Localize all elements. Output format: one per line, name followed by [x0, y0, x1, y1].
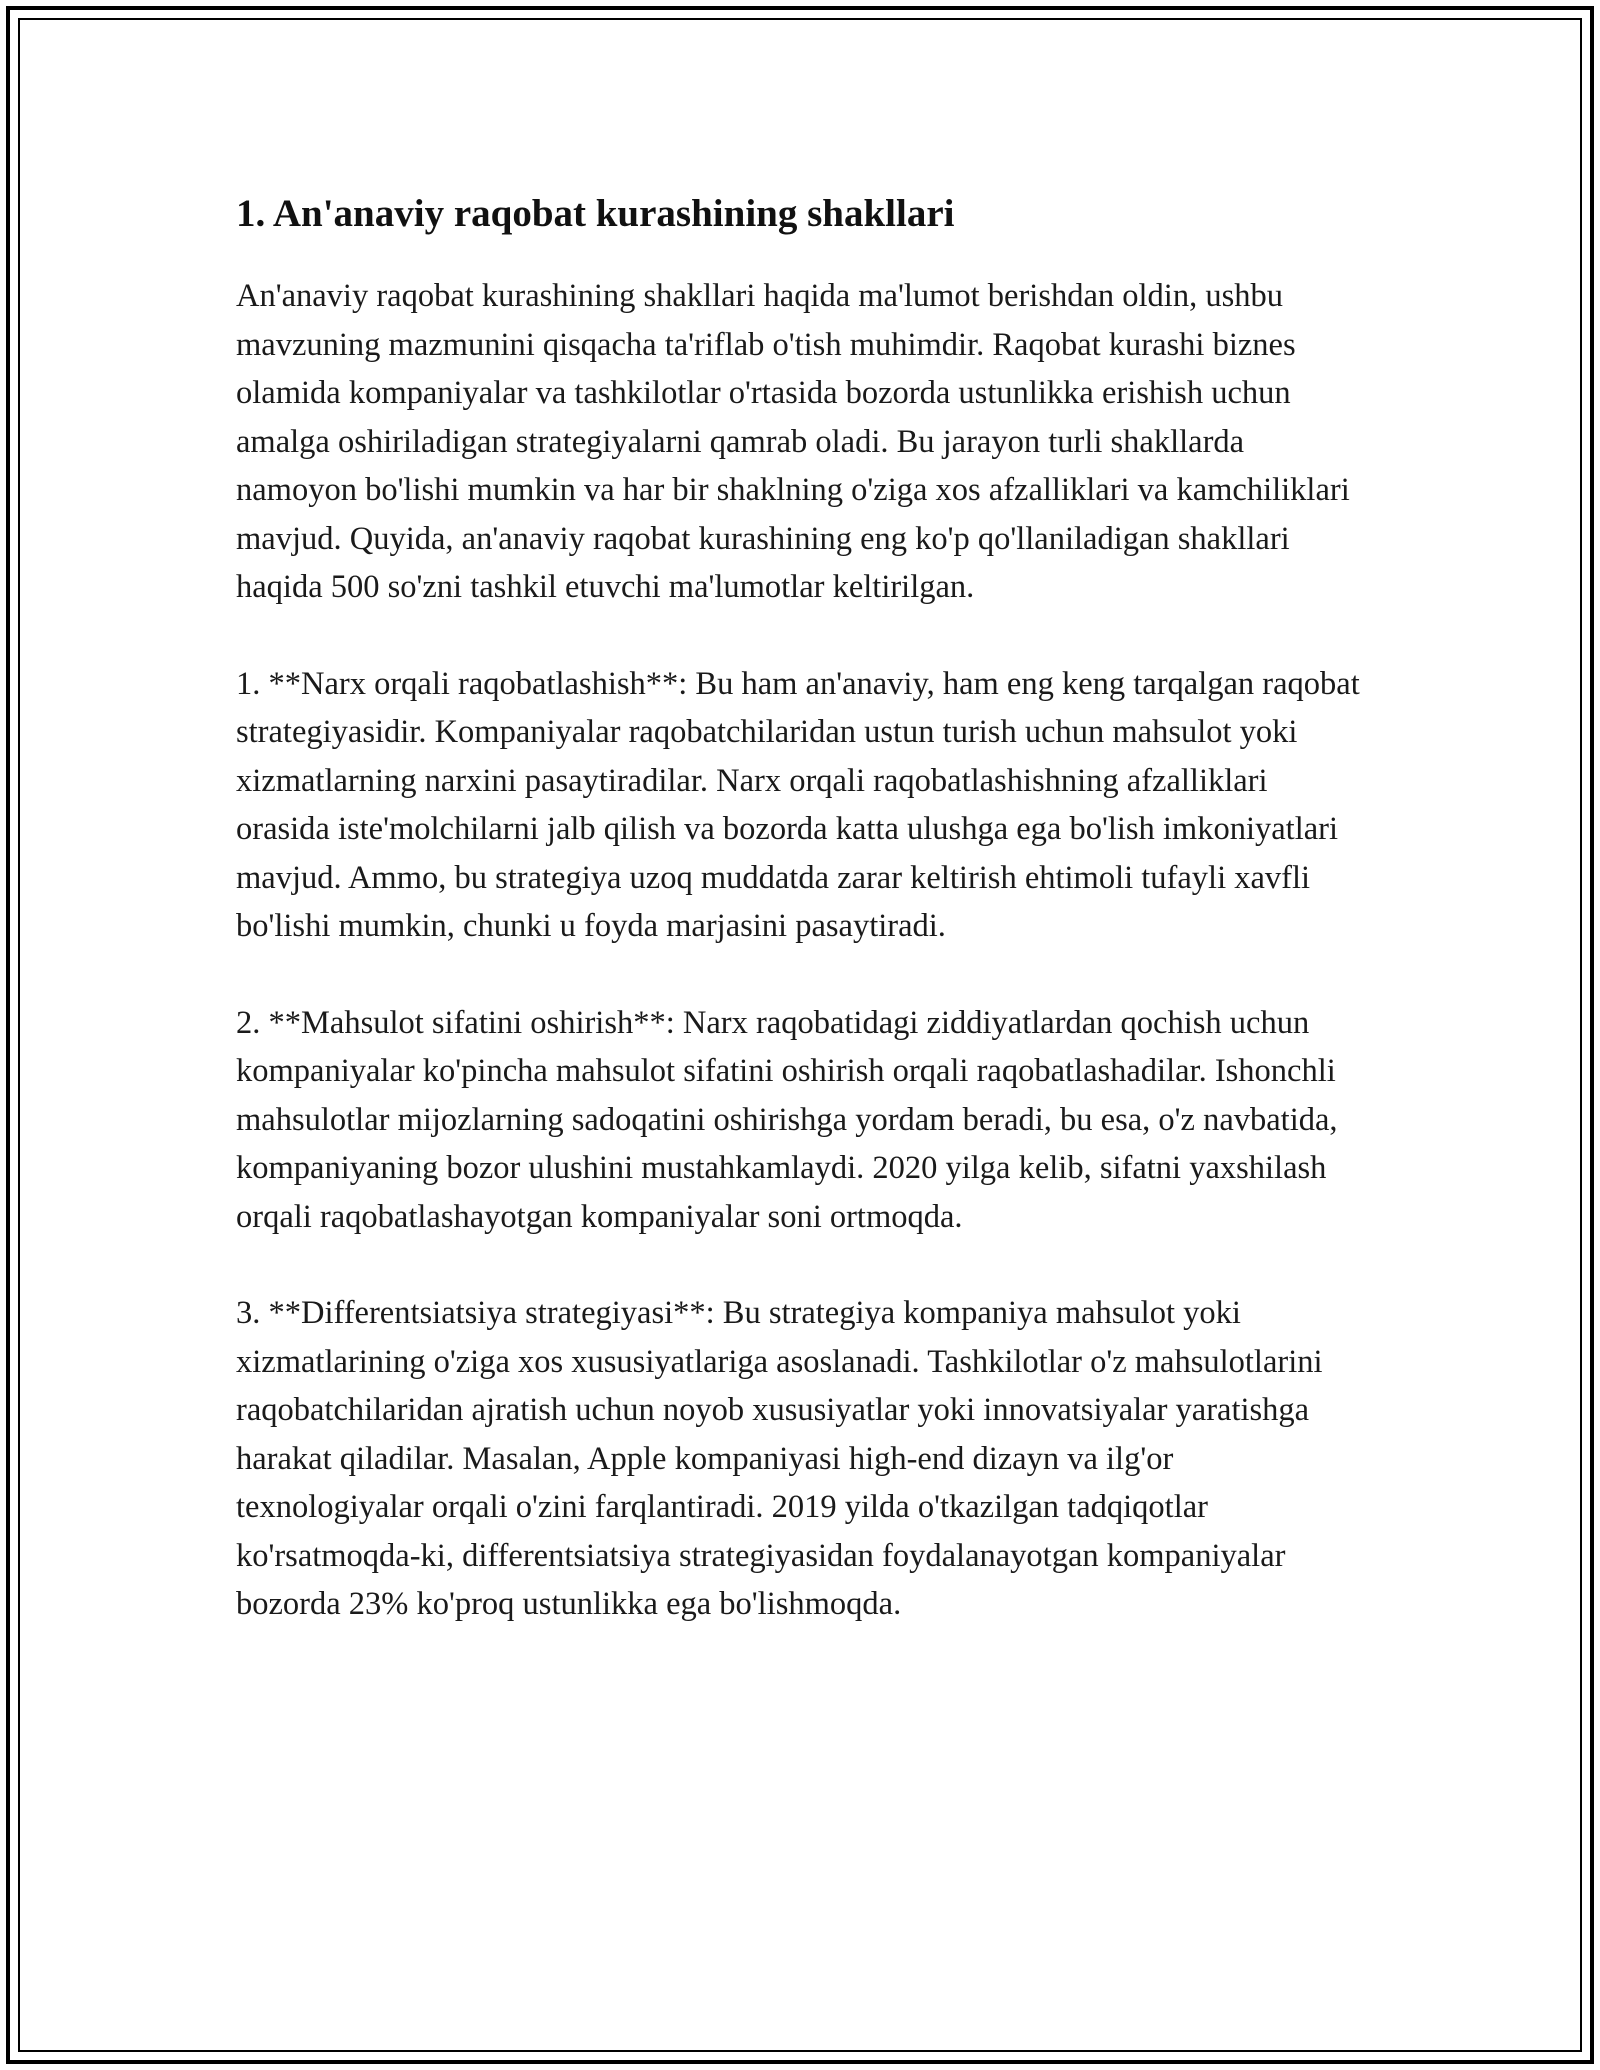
document-body — [236, 190, 1366, 1677]
item-price-competition: 1. **Narx orqali raqobatlashish**: Bu ham an'anaviy, ham eng keng tarqalgan raqobat strategiyasidir. Kompaniyalar raqobatchilaridan ustun turish uchun mahsulot yoki xizmatlarning narxini pasaytiradilar. Narx orqali raqobatlashishning afzalliklari orasida iste'molchilarni jalb qilish va bozorda katta ulushga ega bo'lish imkoniyatlari mavjud. Ammo, bu strategiya uzoq muddatda zarar keltirish ehtimoli tufayli xavfli bo'lishi mumkin, chunki u foyda marjasini pasaytiradi. — [236, 665, 1360, 944]
intro-paragraph: An'anaviy raqobat kurashining shakllari haqida ma'lumot berishdan oldin, ushbu mavzuning mazmunini qisqacha ta'riflab o'tish muhimdir. Raqobat kurashi biznes olamida kompaniyalar va tashkilotlar o'rtasida bozorda ustunlikka erishish uchun amalga oshiriladigan strategiyalarni qamrab oladi. Bu jarayon turli shakllarda namoyon bo'lishi mumkin va har bir shaklning o'ziga xos afzalliklari va kamchiliklari mavjud. Quyida, an'anaviy raqobat kurashining eng ko'p qo'llaniladigan shakllari haqida 500 so'zni tashkil etuvchi ma'lumotlar keltirilgan. — [236, 278, 1350, 605]
item-quality-improvement: 2. **Mahsulot sifatini oshirish**: Narx raqobatidagi ziddiyatlardan qochish uchun kompaniyalar ko'pincha mahsulot sifatini oshirish orqali raqobatlashadilar. Ishonchli mahsulotlar mijozlarning sadoqatini oshirishga yordam beradi, bu esa, o'z navbatida, kompaniyaning bozor ulushini mustahkamlaydi. 2020 yilga kelib, sifatni yaxshilash orqali raqobatlashayotgan kompaniyalar soni ortmoqda. — [236, 1004, 1338, 1235]
item-differentiation-strategy: 3. **Differentsiatsiya strategiyasi**: Bu strategiya kompaniya mahsulot yoki xizmatlarining o'ziga xos xususiyatlariga asoslanadi. Tashkilotlar o'z mahsulotlarini raqobatchilaridan ajratish uchun noyob xususiyatlar yoki innovatsiyalar yaratishga harakat qiladilar. Masalan, Apple kompaniyasi high-end dizayn va ilg'or texnologiyalar orqali o'zini farqlantiradi. 2019 yilda o'tkazilgan tadqiqotlar ko'rsatmoqda-ki, differentsiatsiya strategiyasidan foydalanayotgan kompaniyalar bozorda 23% ko'proq ustunlikka ega bo'lishmoqda. — [236, 1295, 1323, 1622]
section-heading: 1. An'anaviy raqobat kurashining shakllari — [236, 192, 955, 235]
